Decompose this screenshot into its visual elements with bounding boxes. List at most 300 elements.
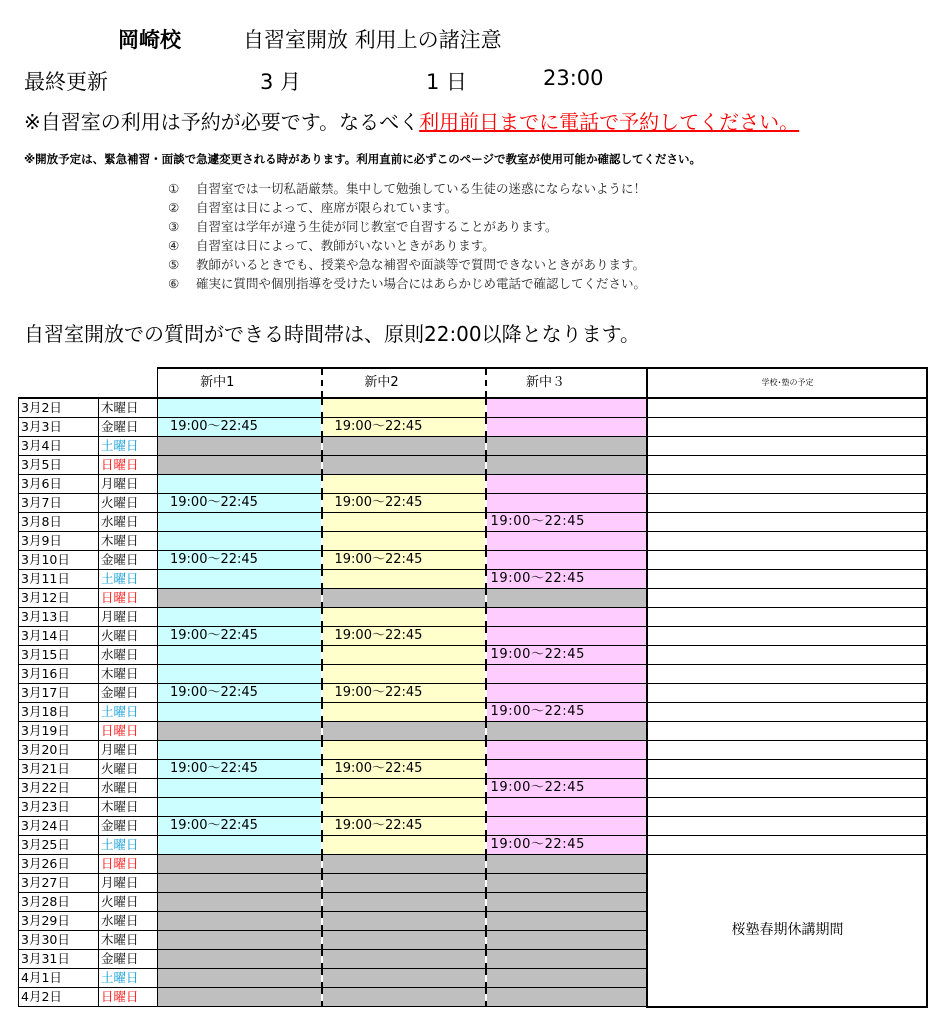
weekday-cell: 月曜日 xyxy=(99,475,158,494)
table-row xyxy=(19,817,927,836)
slot-grade2-spacer xyxy=(439,475,486,494)
slot-grade1-time xyxy=(158,437,275,456)
slot-grade1-time xyxy=(158,836,275,855)
slot-grade1-time xyxy=(158,893,275,912)
reservation-notice xyxy=(24,106,799,135)
schedule-table xyxy=(18,367,928,1008)
slot-grade3-time xyxy=(486,988,603,1007)
slot-grade2-time xyxy=(322,570,439,589)
slot-grade1-time xyxy=(158,398,275,418)
slot-grade1-spacer xyxy=(275,437,322,456)
slot-grade1-spacer xyxy=(275,570,322,589)
weekday-cell: 金曜日 xyxy=(99,418,158,437)
date-cell: 3月25日 xyxy=(19,836,99,855)
weekday-cell: 日曜日 xyxy=(99,722,158,741)
slot-grade3-spacer xyxy=(603,988,647,1007)
slot-grade3-spacer xyxy=(603,912,647,931)
rule-text: 自習室は学年が違う生徒が同じ教室で自習することがあります。 xyxy=(196,219,558,234)
date-cell: 3月14日 xyxy=(19,627,99,646)
slot-grade1-spacer xyxy=(275,741,322,760)
rule-item xyxy=(168,255,646,274)
slot-grade2-time: 19:00～22:45 xyxy=(322,760,439,779)
school-name: 岡崎校 xyxy=(118,28,181,52)
slot-grade1-spacer xyxy=(275,703,322,722)
slot-grade2-spacer xyxy=(439,532,486,551)
slot-grade2-spacer xyxy=(439,798,486,817)
weekday-cell: 日曜日 xyxy=(99,855,158,874)
slot-grade1-spacer xyxy=(275,855,322,874)
schedule-note-cell xyxy=(647,608,927,627)
slot-grade1-spacer xyxy=(275,950,322,969)
slot-grade2-spacer xyxy=(439,988,486,1007)
date-cell: 3月7日 xyxy=(19,494,99,513)
weekday-cell: 火曜日 xyxy=(99,494,158,513)
weekday-cell: 火曜日 xyxy=(99,893,158,912)
date-cell: 3月3日 xyxy=(19,418,99,437)
slot-grade3-spacer xyxy=(603,684,647,703)
slot-grade2-time xyxy=(322,741,439,760)
schedule-note-cell xyxy=(647,703,927,722)
table-row xyxy=(19,855,927,874)
slot-grade1-time: 19:00～22:45 xyxy=(158,627,275,646)
schedule-note-cell xyxy=(647,760,927,779)
slot-grade3-time xyxy=(486,950,603,969)
weekday-cell: 土曜日 xyxy=(99,836,158,855)
date-cell: 3月23日 xyxy=(19,798,99,817)
slot-grade3-spacer xyxy=(603,627,647,646)
date-cell: 3月12日 xyxy=(19,589,99,608)
slot-grade1-spacer xyxy=(275,608,322,627)
slot-grade3-spacer xyxy=(603,418,647,437)
slot-grade2-time xyxy=(322,703,439,722)
slot-grade2-spacer xyxy=(439,513,486,532)
slot-grade1-time: 19:00～22:45 xyxy=(158,418,275,437)
weekday-cell: 木曜日 xyxy=(99,398,158,418)
slot-grade3-time xyxy=(486,912,603,931)
slot-grade1-spacer xyxy=(275,532,322,551)
column-header-schedule: 学校･塾の予定 xyxy=(647,368,927,398)
table-row xyxy=(19,779,927,798)
slot-grade1-time xyxy=(158,646,275,665)
holiday-period-cell: 桜塾春期休講期間 xyxy=(647,855,927,1007)
rule-text: 教師がいるときでも、授業や急な補習や面談等で質問できないときがあります。 xyxy=(196,257,646,272)
slot-grade3-spacer xyxy=(603,437,647,456)
rule-text: 自習室は日によって、座席が限られています。 xyxy=(196,200,458,215)
rules-list xyxy=(168,179,646,293)
slot-grade2-time xyxy=(322,988,439,1007)
table-row xyxy=(19,494,927,513)
date-cell: 3月22日 xyxy=(19,779,99,798)
slot-grade1-time xyxy=(158,570,275,589)
slot-grade3-time: 19:00～22:45 xyxy=(486,646,603,665)
slot-grade2-spacer xyxy=(439,703,486,722)
schedule-note-cell xyxy=(647,398,927,418)
slot-grade1-spacer xyxy=(275,988,322,1007)
schedule-note-cell xyxy=(647,665,927,684)
slot-grade2-time xyxy=(322,589,439,608)
slot-grade1-time xyxy=(158,665,275,684)
slot-grade1-spacer xyxy=(275,817,322,836)
slot-grade3-spacer xyxy=(603,931,647,950)
slot-grade3-time xyxy=(486,608,603,627)
slot-grade1-time xyxy=(158,988,275,1007)
slot-grade3-spacer xyxy=(603,475,647,494)
date-cell: 3月24日 xyxy=(19,817,99,836)
slot-grade3-time xyxy=(486,798,603,817)
date-cell: 3月26日 xyxy=(19,855,99,874)
slot-grade1-spacer xyxy=(275,798,322,817)
rule-number: ④ xyxy=(168,238,180,253)
slot-grade2-time xyxy=(322,456,439,475)
date-cell: 3月4日 xyxy=(19,437,99,456)
slot-grade1-time xyxy=(158,779,275,798)
table-row xyxy=(19,798,927,817)
rule-item xyxy=(168,198,646,217)
table-row xyxy=(19,665,927,684)
slot-grade2-spacer xyxy=(439,836,486,855)
slot-grade3-time xyxy=(486,874,603,893)
slot-grade1-time xyxy=(158,741,275,760)
last-updated-day: 1 日 xyxy=(426,70,468,94)
slot-grade2-time: 19:00～22:45 xyxy=(322,551,439,570)
slot-grade2-time xyxy=(322,437,439,456)
slot-grade1-spacer xyxy=(275,969,322,988)
schedule-note-cell xyxy=(647,684,927,703)
header-blank xyxy=(99,368,158,398)
date-cell: 3月18日 xyxy=(19,703,99,722)
weekday-cell: 月曜日 xyxy=(99,874,158,893)
slot-grade2-time xyxy=(322,969,439,988)
column-header-grade2: 新中2 xyxy=(322,368,439,398)
slot-grade2-spacer xyxy=(439,665,486,684)
column-header-grade3: 新中３ xyxy=(486,368,603,398)
date-cell: 4月1日 xyxy=(19,969,99,988)
slot-grade3-time xyxy=(486,437,603,456)
slot-grade1-spacer xyxy=(275,398,322,418)
date-cell: 3月17日 xyxy=(19,684,99,703)
slot-grade1-time: 19:00～22:45 xyxy=(158,817,275,836)
table-row xyxy=(19,760,927,779)
slot-grade2-time xyxy=(322,398,439,418)
slot-grade2-time xyxy=(322,513,439,532)
weekday-cell: 木曜日 xyxy=(99,798,158,817)
slot-grade3-spacer xyxy=(603,893,647,912)
slot-grade3-time xyxy=(486,494,603,513)
slot-grade2-time: 19:00～22:45 xyxy=(322,418,439,437)
schedule-note-cell xyxy=(647,475,927,494)
slot-grade3-time: 19:00～22:45 xyxy=(486,703,603,722)
slot-grade3-spacer xyxy=(603,665,647,684)
reservation-emphasis: 利用前日までに電話で予約してください。 xyxy=(419,110,800,134)
header-blank xyxy=(19,368,99,398)
slot-grade1-spacer xyxy=(275,494,322,513)
slot-grade1-time xyxy=(158,969,275,988)
slot-grade1-time xyxy=(158,722,275,741)
header-spacer xyxy=(275,368,322,398)
table-row xyxy=(19,418,927,437)
slot-grade1-spacer xyxy=(275,779,322,798)
date-cell: 3月20日 xyxy=(19,741,99,760)
weekday-cell: 月曜日 xyxy=(99,608,158,627)
date-cell: 3月6日 xyxy=(19,475,99,494)
slot-grade1-time xyxy=(158,855,275,874)
slot-grade1-spacer xyxy=(275,418,322,437)
slot-grade2-time: 19:00～22:45 xyxy=(322,817,439,836)
schedule-note-cell xyxy=(647,798,927,817)
table-row xyxy=(19,532,927,551)
weekday-cell: 水曜日 xyxy=(99,513,158,532)
slot-grade3-time xyxy=(486,722,603,741)
slot-grade2-spacer xyxy=(439,874,486,893)
slot-grade3-time: 19:00～22:45 xyxy=(486,570,603,589)
slot-grade1-spacer xyxy=(275,893,322,912)
slot-grade3-spacer xyxy=(603,950,647,969)
slot-grade1-time xyxy=(158,703,275,722)
slot-grade1-spacer xyxy=(275,627,322,646)
slot-grade3-time: 19:00～22:45 xyxy=(486,513,603,532)
last-updated-label: 最終更新 xyxy=(24,70,108,94)
slot-grade2-time xyxy=(322,665,439,684)
slot-grade1-spacer xyxy=(275,475,322,494)
slot-grade3-spacer xyxy=(603,703,647,722)
rule-item xyxy=(168,217,646,236)
date-cell: 3月15日 xyxy=(19,646,99,665)
slot-grade3-time: 19:00～22:45 xyxy=(486,836,603,855)
schedule-note-cell xyxy=(647,456,927,475)
slot-grade2-time xyxy=(322,836,439,855)
slot-grade1-time xyxy=(158,475,275,494)
slot-grade1-time xyxy=(158,608,275,627)
slot-grade1-spacer xyxy=(275,551,322,570)
slot-grade1-spacer xyxy=(275,931,322,950)
slot-grade2-spacer xyxy=(439,684,486,703)
header-spacer xyxy=(439,368,486,398)
slot-grade2-spacer xyxy=(439,456,486,475)
slot-grade2-time xyxy=(322,532,439,551)
date-cell: 3月8日 xyxy=(19,513,99,532)
table-row xyxy=(19,513,927,532)
rule-number: ⑥ xyxy=(168,276,180,291)
slot-grade3-time xyxy=(486,893,603,912)
date-cell: 3月27日 xyxy=(19,874,99,893)
slot-grade2-spacer xyxy=(439,760,486,779)
slot-grade3-spacer xyxy=(603,608,647,627)
slot-grade1-spacer xyxy=(275,836,322,855)
slot-grade3-time xyxy=(486,551,603,570)
rule-number: ② xyxy=(168,200,180,215)
schedule-table-body xyxy=(19,368,927,1007)
slot-grade1-spacer xyxy=(275,874,322,893)
table-row xyxy=(19,475,927,494)
weekday-cell: 木曜日 xyxy=(99,532,158,551)
slot-grade1-time xyxy=(158,950,275,969)
weekday-cell: 土曜日 xyxy=(99,570,158,589)
weekday-cell: 金曜日 xyxy=(99,817,158,836)
date-cell: 4月2日 xyxy=(19,988,99,1007)
slot-grade1-time: 19:00～22:45 xyxy=(158,684,275,703)
rule-number: ③ xyxy=(168,219,180,234)
slot-grade2-time: 19:00～22:45 xyxy=(322,494,439,513)
slot-grade3-spacer xyxy=(603,551,647,570)
slot-grade3-time xyxy=(486,931,603,950)
slot-grade3-spacer xyxy=(603,855,647,874)
table-row xyxy=(19,684,927,703)
slot-grade3-time xyxy=(486,741,603,760)
weekday-cell: 木曜日 xyxy=(99,665,158,684)
slot-grade1-time xyxy=(158,513,275,532)
slot-grade3-spacer xyxy=(603,969,647,988)
schedule-note-cell xyxy=(647,627,927,646)
slot-grade3-spacer xyxy=(603,779,647,798)
rule-text: 自習室では一切私語厳禁。集中して勉強している生徒の迷惑にならないように！ xyxy=(196,181,647,196)
table-row xyxy=(19,570,927,589)
date-cell: 3月10日 xyxy=(19,551,99,570)
schedule-note-cell xyxy=(647,589,927,608)
date-cell: 3月28日 xyxy=(19,893,99,912)
table-row xyxy=(19,722,927,741)
slot-grade3-time xyxy=(486,456,603,475)
slot-grade3-spacer xyxy=(603,456,647,475)
weekday-cell: 日曜日 xyxy=(99,589,158,608)
slot-grade2-time xyxy=(322,874,439,893)
rule-number: ⑤ xyxy=(168,257,180,272)
slot-grade1-time xyxy=(158,931,275,950)
table-row xyxy=(19,398,927,418)
slot-grade1-time: 19:00～22:45 xyxy=(158,760,275,779)
slot-grade3-time xyxy=(486,855,603,874)
schedule-note-cell xyxy=(647,836,927,855)
slot-grade3-spacer xyxy=(603,874,647,893)
slot-grade3-time xyxy=(486,684,603,703)
table-row xyxy=(19,589,927,608)
date-cell: 3月31日 xyxy=(19,950,99,969)
slot-grade3-spacer xyxy=(603,817,647,836)
weekday-cell: 水曜日 xyxy=(99,912,158,931)
slot-grade3-time xyxy=(486,398,603,418)
page-title: 自習室開放 利用上の諸注意 xyxy=(243,28,502,52)
slot-grade3-spacer xyxy=(603,532,647,551)
table-row xyxy=(19,646,927,665)
date-cell: 3月19日 xyxy=(19,722,99,741)
slot-grade2-time xyxy=(322,950,439,969)
slot-grade1-spacer xyxy=(275,513,322,532)
slot-grade2-time xyxy=(322,893,439,912)
rule-text: 確実に質問や個別指導を受けたい場合にはあらかじめ電話で確認してください。 xyxy=(196,276,647,291)
column-header-grade1: 新中1 xyxy=(158,368,275,398)
slot-grade1-spacer xyxy=(275,456,322,475)
schedule-note-cell xyxy=(647,418,927,437)
rule-item xyxy=(168,274,646,293)
date-cell: 3月9日 xyxy=(19,532,99,551)
date-cell: 3月2日 xyxy=(19,398,99,418)
slot-grade3-time xyxy=(486,418,603,437)
slot-grade2-time xyxy=(322,475,439,494)
weekday-cell: 土曜日 xyxy=(99,437,158,456)
slot-grade2-spacer xyxy=(439,931,486,950)
weekday-cell: 月曜日 xyxy=(99,741,158,760)
slot-grade3-spacer xyxy=(603,741,647,760)
slot-grade2-spacer xyxy=(439,893,486,912)
table-row xyxy=(19,456,927,475)
slot-grade3-spacer xyxy=(603,760,647,779)
slot-grade3-time xyxy=(486,627,603,646)
slot-grade3-spacer xyxy=(603,589,647,608)
slot-grade3-spacer xyxy=(603,494,647,513)
slot-grade1-spacer xyxy=(275,760,322,779)
slot-grade3-spacer xyxy=(603,513,647,532)
rule-number: ① xyxy=(168,181,180,196)
slot-grade3-spacer xyxy=(603,570,647,589)
slot-grade2-spacer xyxy=(439,494,486,513)
slot-grade3-time: 19:00～22:45 xyxy=(486,779,603,798)
rule-item xyxy=(168,236,646,255)
schedule-note-cell xyxy=(647,570,927,589)
slot-grade2-time xyxy=(322,855,439,874)
slot-grade1-spacer xyxy=(275,684,322,703)
weekday-cell: 火曜日 xyxy=(99,760,158,779)
table-row xyxy=(19,437,927,456)
slot-grade3-time xyxy=(486,969,603,988)
slot-grade2-spacer xyxy=(439,570,486,589)
slot-grade2-spacer xyxy=(439,779,486,798)
weekday-cell: 日曜日 xyxy=(99,988,158,1007)
date-cell: 3月16日 xyxy=(19,665,99,684)
slot-grade2-spacer xyxy=(439,969,486,988)
schedule-change-notice: ※開放予定は、緊急補習・面談で急遽変更される時があります。利用直前に必ずこのページで教室が使用可能か確認してください。 xyxy=(24,152,702,166)
slot-grade1-time xyxy=(158,456,275,475)
slot-grade2-spacer xyxy=(439,817,486,836)
slot-grade1-spacer xyxy=(275,912,322,931)
rule-item xyxy=(168,179,646,198)
slot-grade1-spacer xyxy=(275,665,322,684)
weekday-cell: 土曜日 xyxy=(99,969,158,988)
slot-grade2-spacer xyxy=(439,418,486,437)
slot-grade1-spacer xyxy=(275,646,322,665)
slot-grade1-time: 19:00～22:45 xyxy=(158,551,275,570)
slot-grade2-time xyxy=(322,779,439,798)
date-cell: 3月21日 xyxy=(19,760,99,779)
slot-grade3-spacer xyxy=(603,398,647,418)
last-updated-time: 23:00 xyxy=(543,66,604,90)
slot-grade2-time: 19:00～22:45 xyxy=(322,684,439,703)
schedule-note-cell xyxy=(647,779,927,798)
slot-grade2-spacer xyxy=(439,855,486,874)
slot-grade3-time xyxy=(486,817,603,836)
weekday-cell: 金曜日 xyxy=(99,950,158,969)
slot-grade1-time xyxy=(158,532,275,551)
slot-grade3-spacer xyxy=(603,798,647,817)
date-cell: 3月5日 xyxy=(19,456,99,475)
table-row xyxy=(19,703,927,722)
slot-grade2-spacer xyxy=(439,589,486,608)
weekday-cell: 金曜日 xyxy=(99,684,158,703)
reservation-text: ※自習室の利用は予約が必要です。なるべく xyxy=(24,110,420,134)
schedule-note-cell xyxy=(647,532,927,551)
slot-grade3-spacer xyxy=(603,646,647,665)
slot-grade2-spacer xyxy=(439,551,486,570)
weekday-cell: 金曜日 xyxy=(99,551,158,570)
slot-grade2-spacer xyxy=(439,627,486,646)
slot-grade2-time: 19:00～22:45 xyxy=(322,627,439,646)
slot-grade1-time: 19:00～22:45 xyxy=(158,494,275,513)
slot-grade2-time xyxy=(322,608,439,627)
table-row xyxy=(19,741,927,760)
table-row xyxy=(19,627,927,646)
table-header-row xyxy=(19,368,927,398)
table-row xyxy=(19,608,927,627)
slot-grade2-time xyxy=(322,722,439,741)
schedule-note-cell xyxy=(647,817,927,836)
